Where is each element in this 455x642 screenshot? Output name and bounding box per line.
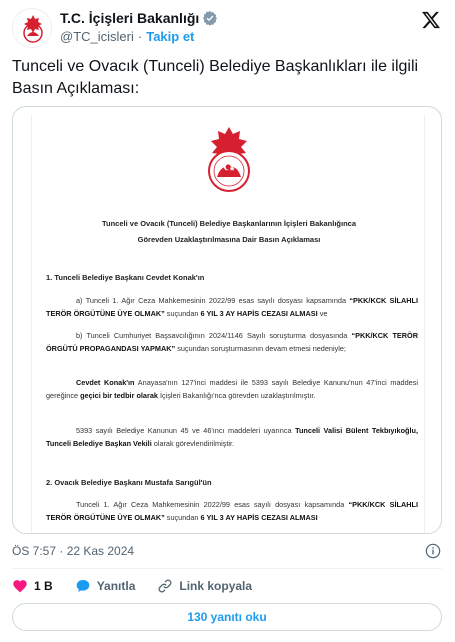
- reply-bubble-icon: [75, 578, 91, 594]
- press-release-document: [23, 115, 433, 534]
- verified-badge-icon: [202, 10, 218, 26]
- info-icon[interactable]: [425, 543, 441, 559]
- tweet-text: Tunceli ve Ovacık (Tunceli) Belediye Başkanlıkları ile ilgili Basın Açıklaması:: [12, 58, 419, 97]
- section1-paragraph-c: Cevdet Konak'ın Anayasa'nın 127'inci maddesi ile 5393 sayılı Belediye Kanunu'nun 47'inci maddesi gereğince geçici bir tedbir olarak İçişleri Bakanlığı'nca görevden uzaklaştırılmıştır.: [46, 378, 418, 400]
- account-name[interactable]: T.C. İçişleri Bakanlığı: [60, 10, 200, 26]
- tweet-media-image[interactable]: [12, 106, 442, 534]
- section2-heading: 2. Ovacık Belediye Başkanı Mustafa Sarıgül'ün: [46, 478, 212, 487]
- follow-button[interactable]: Takip et: [146, 29, 195, 44]
- section1-heading: 1. Tunceli Belediye Başkanı Cevdet Konak'ın: [46, 273, 205, 282]
- ministry-seal-icon: [13, 9, 52, 48]
- like-button[interactable]: [12, 578, 53, 594]
- account-avatar[interactable]: [12, 8, 52, 48]
- heart-icon: [12, 578, 28, 594]
- action-bar: [12, 576, 274, 596]
- ministry-seal-icon: [197, 125, 261, 197]
- document-page: [31, 115, 425, 534]
- read-replies-button[interactable]: 130 yanıtı oku: [12, 603, 442, 631]
- account-name-row: [60, 10, 218, 26]
- tweet-header: [12, 8, 443, 48]
- section2-paragraph-a: Tunceli 1. Ağır Ceza Mahkemesinin 2022/99 esas sayılı dosyası kapsamında “PKK/KCK SİLAHLI TERÖR ÖRGÜTÜNE ÜYE OLMAK” suçundan 6 YIL 3 AY HAPİS CEZASI ALMASI: [46, 500, 419, 522]
- document-title-line1: Tunceli ve Ovacık (Tunceli) Belediye Başkanlarının İçişleri Bakanlığınca: [102, 219, 356, 228]
- tweet-timestamp[interactable]: ÖS 7:57 · 22 Kas 2024: [12, 544, 135, 558]
- account-handle[interactable]: @TC_icisleri: [60, 29, 134, 44]
- copy-link-label: Link kopyala: [179, 579, 253, 593]
- reply-button[interactable]: [75, 578, 136, 594]
- section1-paragraph-b: b) Tunceli Cumhuriyet Başsavcılığının 2024/1146 Sayılı soruşturma dosyasında “PKK/KCK TERÖR ÖRGÜTÜ PROPAGANDASI YAPMAK” suçundan soruşturmasının devam etmesi nedeniyle;: [46, 331, 418, 353]
- like-count: 1 B: [34, 579, 53, 593]
- reply-label: Yanıtla: [96, 579, 136, 593]
- link-icon: [157, 578, 173, 594]
- section1-paragraph-d: 5393 sayılı Belediye Kanunun 45 ve 46'ıncı maddeleri uyarınca Tunceli Valisi Bülent Tekbıyıkoğlu, Tunceli Belediye Başkan Vekili olarak görevlendirilmiştir.: [46, 426, 418, 448]
- copy-link-button[interactable]: [157, 578, 252, 594]
- divider: [12, 568, 442, 569]
- section1-paragraph-a: a) Tunceli 1. Ağır Ceza Mahkemesinin 2022/99 esas sayılı dosyası kapsamında “PKK/KCK SİLAHLI TERÖR ÖRGÜTÜNE ÜYE OLMAK” suçundan 6 YIL 3 AY HAPİS CEZASI ALMASI ve: [46, 296, 418, 318]
- document-title-line2: Görevden Uzaklaştırılmasına Dair Basın Açıklaması: [137, 235, 321, 244]
- handle-row: [60, 29, 194, 44]
- separator-dot: ·: [137, 29, 143, 44]
- x-logo-icon[interactable]: [421, 10, 441, 30]
